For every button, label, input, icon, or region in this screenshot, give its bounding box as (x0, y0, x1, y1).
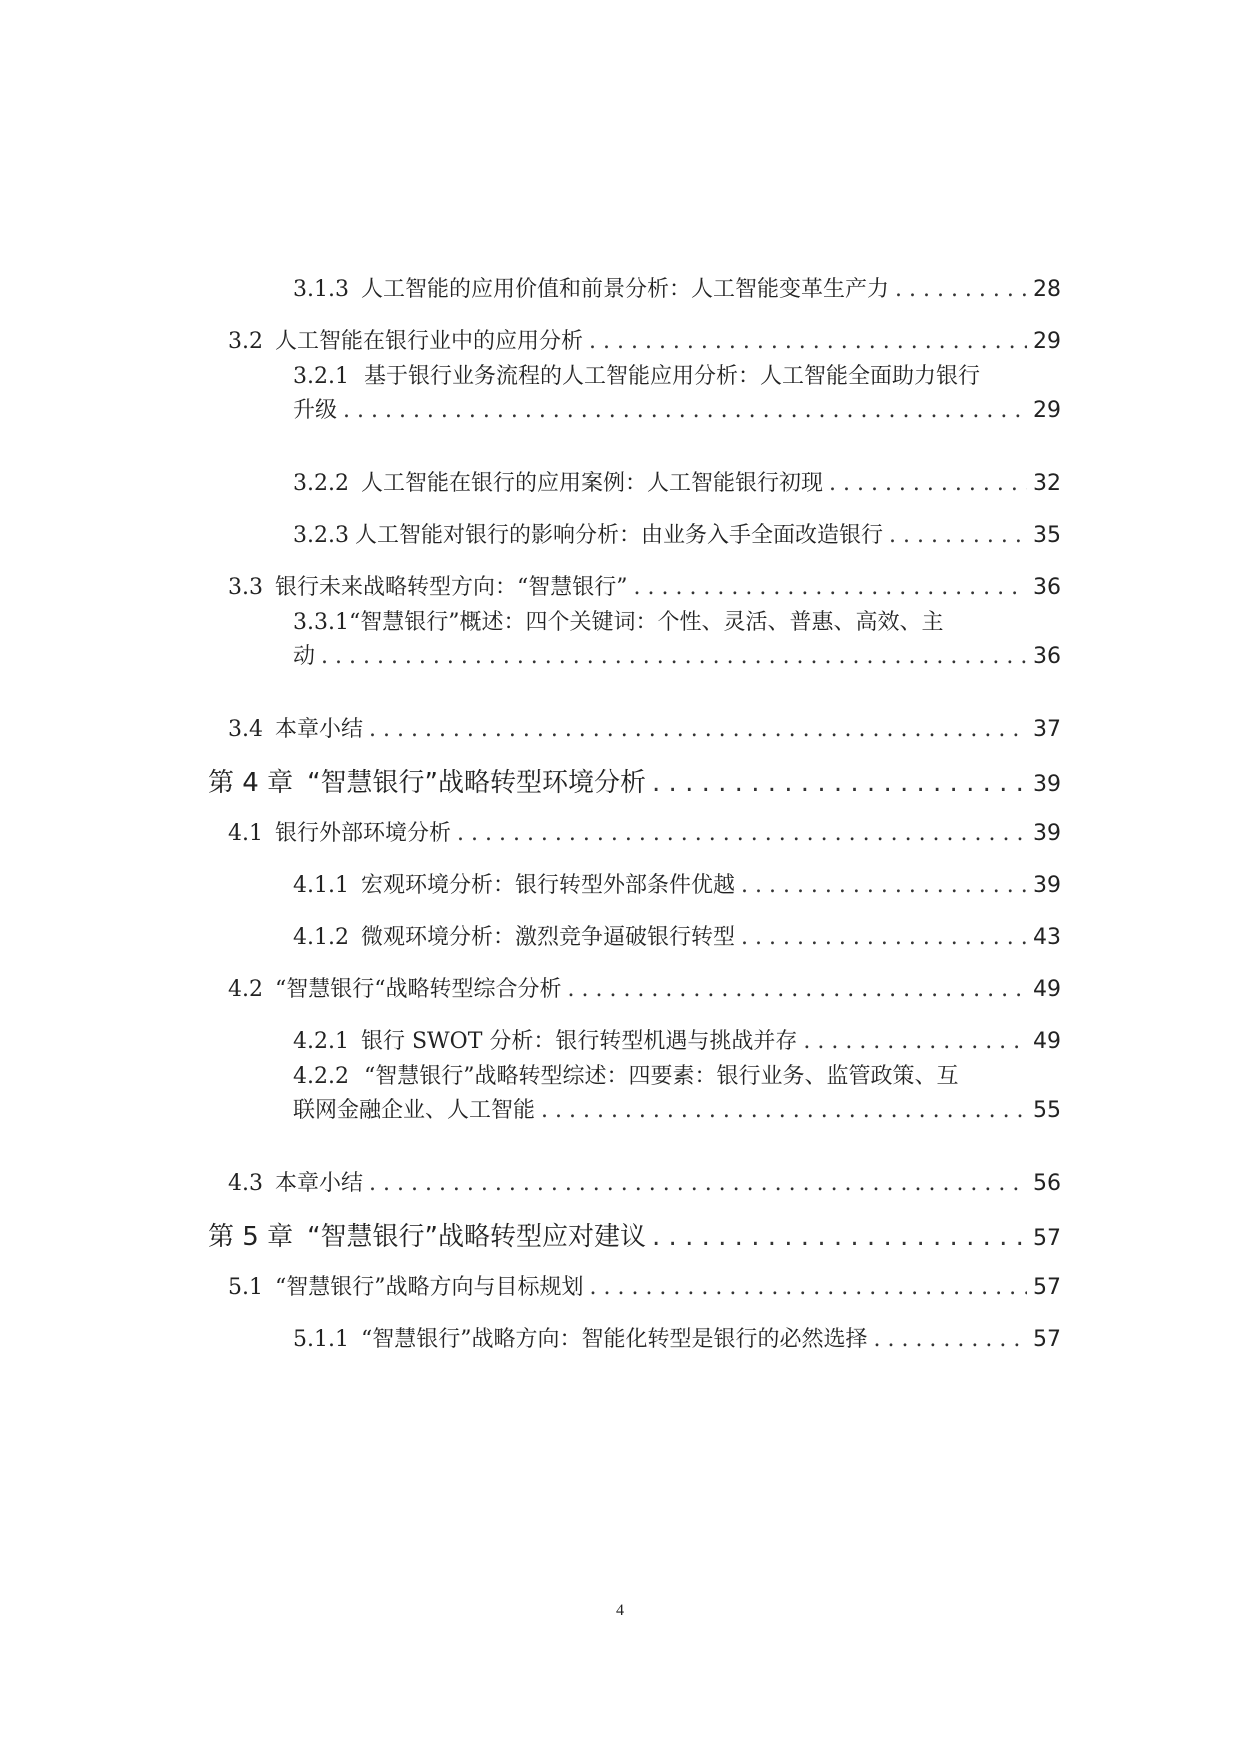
toc-entry-title: 人工智能对银行的影响分析：由业务入手全面改造银行 (354, 523, 883, 548)
toc-leader-dots (590, 1275, 1028, 1300)
toc-entry-page: 56 (1033, 1171, 1061, 1196)
toc-entry-4-1-1[interactable] (293, 868, 1061, 899)
toc-entry-chapter-4[interactable] (208, 762, 1061, 799)
toc-leader-dots (568, 977, 1028, 1002)
toc-entry-4-1-2[interactable] (293, 920, 1061, 951)
toc-entry-number: 4.3 (228, 1171, 263, 1196)
toc-leader-dots (829, 471, 1027, 496)
toc-entry-title: “智慧银行”战略方向：智能化转型是银行的必然选择 (360, 1327, 868, 1352)
toc-entry-title: 基于银行业务流程的人工智能应用分析：人工智能全面助力银行 (363, 364, 980, 389)
toc-entry-number: 4.2.2 (293, 1064, 349, 1089)
toc-entry-chapter-5[interactable] (208, 1216, 1061, 1253)
toc-entry-title: “智慧银行”战略转型应对建议 (307, 1222, 647, 1252)
toc-entry-title: “智慧银行”概述：四个关键词：个性、灵活、普惠、高效、主 (348, 610, 944, 635)
toc-entry-number: 3.4 (228, 717, 263, 742)
toc-leader-dots (803, 1029, 1027, 1054)
toc-entry-page: 29 (1033, 329, 1061, 354)
toc-entry-page: 39 (1033, 772, 1061, 797)
toc-entry-title: 人工智能在银行的应用案例：人工智能银行初现 (360, 471, 823, 496)
toc-entry-3-3-1[interactable] (293, 606, 1061, 674)
toc-entry-page: 36 (1033, 644, 1061, 669)
toc-entry-title: 银行 SWOT 分析：银行转型机遇与挑战并存 (360, 1029, 798, 1054)
toc-entry-number: 3.2 (228, 329, 263, 354)
toc-entry-page: 49 (1033, 1029, 1061, 1054)
toc-leader-dots (457, 821, 1027, 846)
toc-leader-dots (895, 277, 1027, 302)
toc-entry-number: 3.3.1 (293, 610, 349, 635)
toc-entry-number: 4.1 (228, 821, 263, 846)
toc-entry-line1 (293, 1060, 1061, 1094)
toc-entry-number: 3.2.2 (293, 471, 349, 496)
toc-entry-title: “智慧银行”战略方向与目标规划 (275, 1275, 584, 1300)
toc-entry-title: “智慧银行”战略转型综述：四要素：银行业务、监管政策、互 (363, 1064, 959, 1089)
toc-entry-4-1[interactable] (228, 816, 1061, 847)
toc-entry-page: 55 (1033, 1098, 1061, 1123)
toc-leader-dots (369, 1171, 1027, 1196)
toc-entry-title: 宏观环境分析：银行转型外部条件优越 (360, 873, 735, 898)
toc-entry-page: 29 (1033, 398, 1061, 423)
toc-entry-page: 28 (1033, 277, 1061, 302)
toc-entry-4-2-1[interactable] (293, 1024, 1061, 1055)
toc-entry-3-3[interactable] (228, 570, 1061, 601)
toc-entry-page: 39 (1033, 873, 1061, 898)
toc-entry-number: 3.3 (228, 575, 263, 600)
toc-entry-3-2-2[interactable] (293, 466, 1061, 497)
toc-entry-title: 银行外部环境分析 (275, 821, 452, 846)
toc-entry-title: 本章小结 (275, 1171, 364, 1196)
toc-entry-number: 第 4 章 (208, 768, 294, 798)
toc-leader-dots (652, 768, 1027, 798)
toc-entry-4-2-2[interactable] (293, 1060, 1061, 1128)
toc-leader-dots (343, 394, 1027, 428)
toc-leader-dots (741, 925, 1027, 950)
toc-entry-page: 32 (1033, 471, 1061, 496)
toc-entry-title: 微观环境分析：激烈竞争逼破银行转型 (360, 925, 735, 950)
toc-leader-dots (741, 873, 1027, 898)
toc-entry-page: 57 (1033, 1226, 1061, 1251)
toc-entry-number: 5.1.1 (293, 1327, 349, 1352)
toc-entry-number: 3.2.3 (293, 523, 349, 548)
toc-entry-line2 (293, 640, 1061, 674)
toc-entry-page: 57 (1033, 1275, 1061, 1300)
toc-entry-page: 37 (1033, 717, 1061, 742)
toc-leader-dots (652, 1222, 1027, 1252)
toc-entry-5-1[interactable] (228, 1270, 1061, 1301)
toc-entry-number: 3.2.1 (293, 364, 349, 389)
toc-leader-dots (541, 1094, 1027, 1128)
toc-entry-line1 (293, 360, 1061, 394)
toc-entry-title: “智慧银行“战略转型综合分析 (275, 977, 562, 1002)
toc-entry-number: 4.1.1 (293, 873, 349, 898)
toc-entry-number: 4.2.1 (293, 1029, 349, 1054)
toc-entry-title-continued: 动 (293, 644, 316, 669)
toc-entry-page: 49 (1033, 977, 1061, 1002)
toc-entry-3-2-1[interactable] (293, 360, 1061, 428)
toc-entry-title-continued: 联网金融企业、人工智能 (293, 1098, 536, 1123)
toc-entry-line2 (293, 394, 1061, 428)
toc-entry-number: 5.1 (228, 1275, 263, 1300)
toc-leader-dots (873, 1327, 1027, 1352)
toc-entry-page: 36 (1033, 575, 1061, 600)
toc-entry-number: 第 5 章 (208, 1222, 294, 1252)
toc-entry-4-3[interactable] (228, 1166, 1061, 1197)
toc-entry-3-1-3[interactable] (293, 272, 1061, 303)
toc-entry-title: 银行未来战略转型方向：“智慧银行” (275, 575, 628, 600)
toc-entry-line1 (293, 606, 1061, 640)
toc-entry-title: 本章小结 (275, 717, 364, 742)
toc-entry-title: “智慧银行”战略转型环境分析 (307, 768, 647, 798)
toc-leader-dots (889, 523, 1027, 548)
toc-entry-title-continued: 升级 (293, 398, 338, 423)
toc-entry-5-1-1[interactable] (293, 1322, 1061, 1353)
toc-leader-dots (589, 329, 1027, 354)
toc-entry-3-2-3[interactable] (293, 518, 1061, 549)
toc-entry-line2 (293, 1094, 1061, 1128)
toc-leader-dots (321, 640, 1027, 674)
toc-entry-4-2[interactable] (228, 972, 1061, 1003)
toc-entry-3-4[interactable] (228, 712, 1061, 743)
toc-entry-number: 4.1.2 (293, 925, 349, 950)
toc-leader-dots (369, 717, 1027, 742)
toc-entry-page: 35 (1033, 523, 1061, 548)
toc-entry-title: 人工智能在银行业中的应用分析 (275, 329, 584, 354)
toc-entry-page: 57 (1033, 1327, 1061, 1352)
toc-entry-page: 39 (1033, 821, 1061, 846)
toc-entry-title: 人工智能的应用价值和前景分析：人工智能变革生产力 (360, 277, 889, 302)
toc-entry-3-2[interactable] (228, 324, 1061, 355)
page-number: 4 (616, 1602, 624, 1619)
toc-entry-number: 3.1.3 (293, 277, 349, 302)
toc-entry-page: 43 (1033, 925, 1061, 950)
toc-entry-number: 4.2 (228, 977, 263, 1002)
toc-leader-dots (634, 575, 1028, 600)
